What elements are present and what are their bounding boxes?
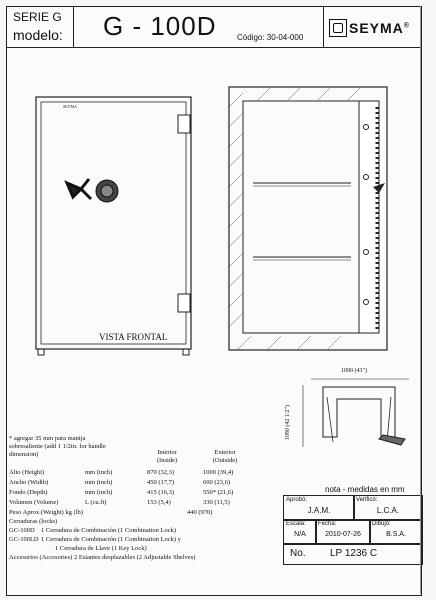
date-value: 2010-07-26 xyxy=(325,531,361,538)
plan-depth-label: 1080 (42 1/2") xyxy=(285,405,291,441)
front-view xyxy=(36,97,191,355)
drawing-number-value: LP 1236 C xyxy=(330,548,378,559)
drawn-box xyxy=(369,519,423,545)
legal-strip xyxy=(420,6,435,594)
drawing-sheet xyxy=(6,6,422,596)
lock1-text: 1 Cerradura de Combinación (1 Combination Lock) xyxy=(41,527,177,534)
spec-row-unit: mm (inch) xyxy=(85,489,113,496)
front-view-caption: VISTA FRONTAL xyxy=(99,332,168,342)
spec-row-unit: L (cu.ft) xyxy=(85,499,107,506)
plan-view xyxy=(303,379,409,447)
spec-row-label: Alto (Height) xyxy=(9,469,45,476)
scale-box xyxy=(283,519,317,545)
weight-value: 440 (970) xyxy=(187,509,213,516)
lock1-code: GC-100D xyxy=(9,527,35,534)
header-bar xyxy=(7,7,421,48)
drawing-number-box xyxy=(283,543,423,565)
brand-cell xyxy=(323,7,422,47)
spec-row-inside: 870 (32,3) xyxy=(147,469,175,476)
series-cell xyxy=(7,7,74,47)
inside-header: Interior (Inside) xyxy=(156,449,178,464)
lock2-text: 1 Cerradura de Combinación (1 Combination Lock) y xyxy=(41,536,181,543)
weight-label: Peso Aprox.(Weight) kg (lb) xyxy=(9,509,83,516)
model-label: modelo: xyxy=(13,27,63,43)
spec-row-outside: 1000 (39,4) xyxy=(203,469,234,476)
spec-row-inside: 415 (16,3) xyxy=(147,489,175,496)
spec-row-outside: 330 (11,5) xyxy=(203,499,230,506)
spec-row-unit: mm (inch) xyxy=(85,469,113,476)
spec-row-unit: mm (inch) xyxy=(85,479,113,486)
date-box xyxy=(315,519,371,545)
verified-box xyxy=(353,495,423,521)
outside-header: Exterior (Outside) xyxy=(212,449,238,464)
lock2-code: GC-100LD xyxy=(9,536,39,543)
drawing-number-label: No. xyxy=(290,548,306,559)
locks-label: Cerraduras (locks) xyxy=(9,518,58,525)
plan-width-label: 1090 (43") xyxy=(341,368,367,374)
door-brand-mark: SEYMA xyxy=(63,104,78,109)
spec-row-label: Fondo (Depth) xyxy=(9,489,48,496)
spec-row-outside: 600 (23,6) xyxy=(203,479,231,486)
seyma-logo-icon xyxy=(329,19,347,37)
model-number: G - 100D xyxy=(103,11,217,41)
approved-box xyxy=(283,495,355,521)
spec-row-inside: 153 (5,4) xyxy=(147,499,171,506)
model-cell xyxy=(73,7,324,47)
spec-row-outside: 550* (21,6) xyxy=(203,489,234,496)
spec-row-inside: 450 (17,7) xyxy=(147,479,175,486)
verified-value: L.C.A. xyxy=(376,506,400,515)
drawn-value: B.S.A. xyxy=(386,531,406,538)
approved-value: J.A.M. xyxy=(307,506,331,515)
scale-value: N/A xyxy=(294,531,306,538)
brand-name: SEYMA® xyxy=(349,20,410,36)
scale-label: Escala: xyxy=(286,521,306,527)
spec-row-label: Ancho (Width) xyxy=(9,479,49,486)
date-label: Fecha: xyxy=(318,521,337,527)
approved-label: Aprobó: xyxy=(286,497,308,503)
series-label: SERIE G xyxy=(13,10,62,24)
section-view xyxy=(229,87,387,350)
handle-note: * agregar 35 mm para manija sobresaliente (add 1 1/2in. for handle dimension) xyxy=(9,435,106,458)
drawn-label: Dibujó: xyxy=(372,521,391,527)
accessories: Accesorios (Accesories) 2 Estantes desplazables (2 Adjustable Shelves) xyxy=(9,554,196,561)
units-note: nota - medidas en mm xyxy=(325,485,405,494)
product-code: Código: 30-04-000 xyxy=(237,33,304,42)
lock2-text-b: 1 Cerradura de Llave (1 Key Lock) xyxy=(55,545,147,552)
spec-row-label: Volumen (Volume) xyxy=(9,499,59,506)
verified-label: Verificó: xyxy=(356,497,378,503)
